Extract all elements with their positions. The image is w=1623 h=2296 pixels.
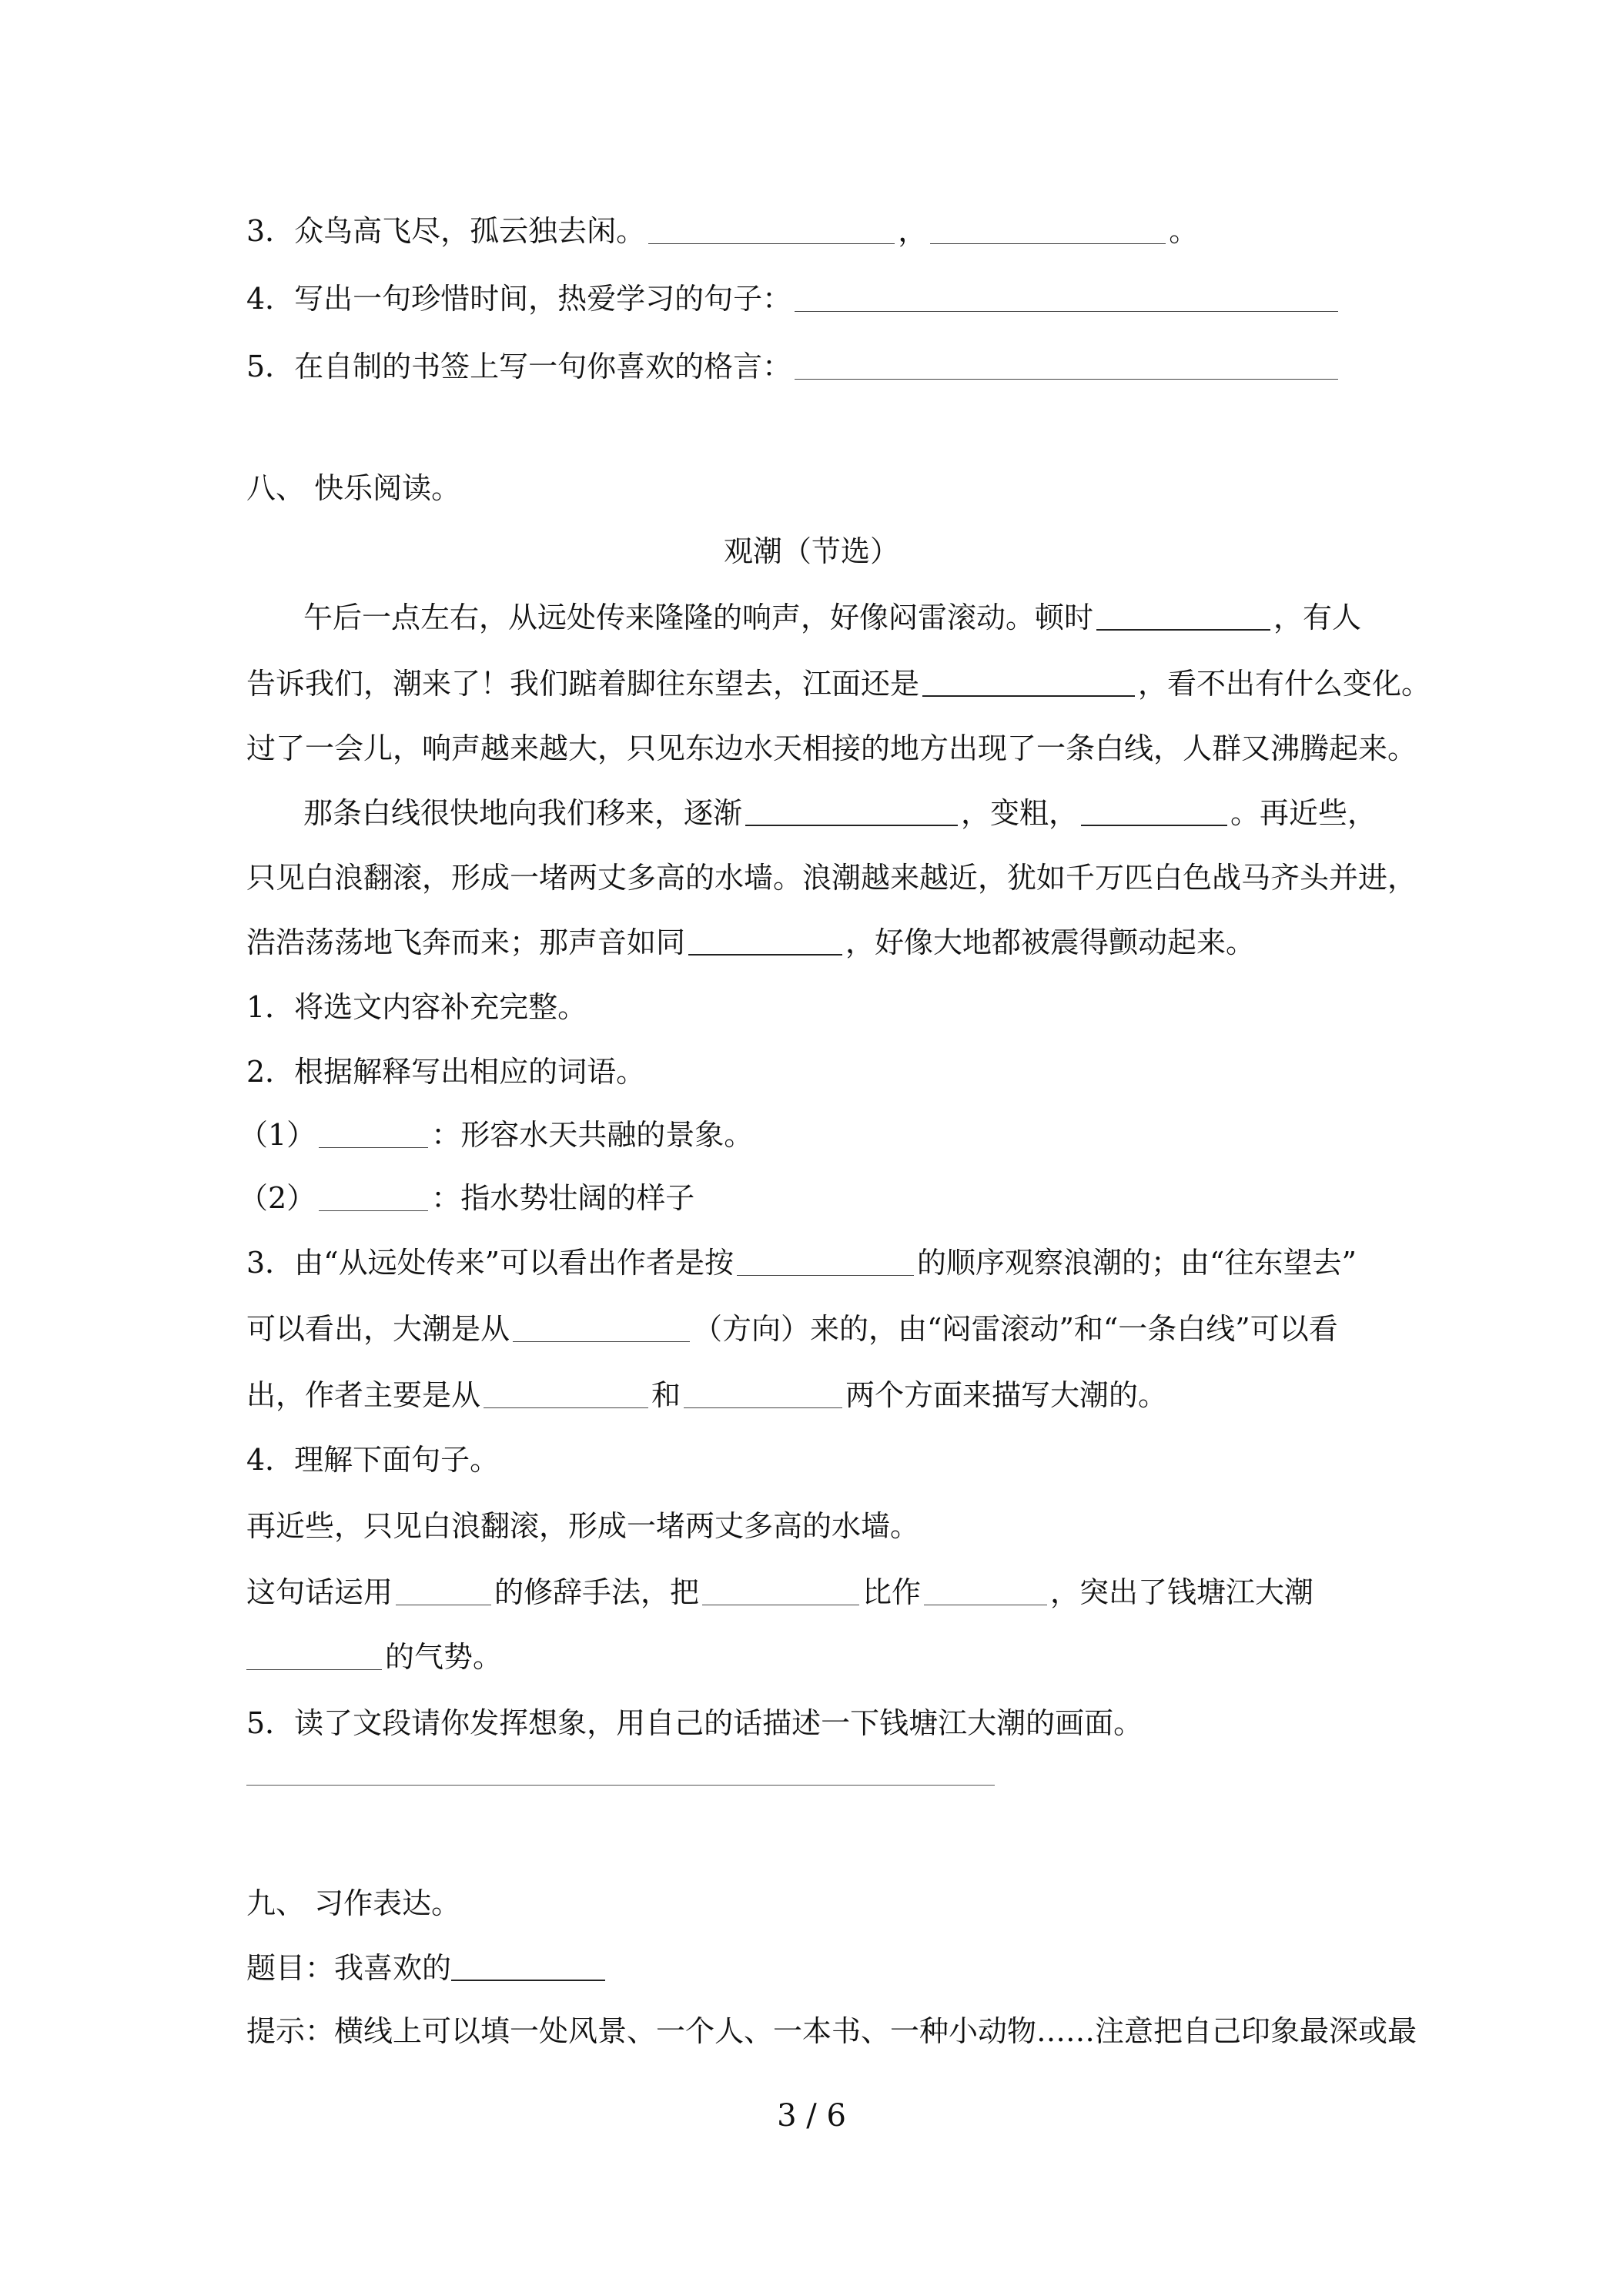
- s8-question-4-fill-line2: [246, 1637, 1401, 1677]
- passage-text: 午后一点左右，从远处传来隆隆的响声，好像闷雷滚动。顿时: [303, 601, 1094, 634]
- topic-blank[interactable]: [451, 1949, 605, 1981]
- s8-question-2-1: [239, 1115, 1394, 1155]
- s8-question-5: 5．读了文段请你发挥想象，用自己的话描述一下钱塘江大潮的画面。: [246, 1706, 1143, 1740]
- question-text: 的顺序观察浪潮的；由“往东望去”: [917, 1246, 1357, 1280]
- question-text: ，突出了钱塘江大潮: [1050, 1575, 1314, 1609]
- answer-blank[interactable]: [1096, 598, 1270, 631]
- question-4-text: 4．写出一句珍惜时间，热爱学习的句子：: [246, 282, 792, 316]
- topic-text: 题目：我喜欢的: [246, 1951, 452, 1985]
- sub-number: （1）: [239, 1118, 316, 1152]
- answer-blank[interactable]: [1081, 794, 1227, 826]
- answer-blank[interactable]: [684, 1377, 842, 1408]
- passage-text: 。再近些，: [1230, 796, 1377, 830]
- question-4-line: [246, 279, 1401, 319]
- answer-blank[interactable]: [688, 923, 842, 956]
- answer-blank[interactable]: [737, 1244, 914, 1276]
- answer-blank[interactable]: [922, 664, 1135, 697]
- essay-hint: 提示：横线上可以填一处风景、一个人、一本书、一种小动物……注意把自己印象最深或最: [246, 2014, 1417, 2048]
- s8-question-4: 4．理解下面句子。: [246, 1443, 500, 1477]
- passage-p2-line3: [246, 922, 1401, 962]
- passage-text: 那条白线很快地向我们移来，逐渐: [303, 796, 743, 830]
- question-text: 这句话运用: [246, 1575, 393, 1609]
- answer-blank[interactable]: [702, 1574, 859, 1605]
- s8-question-1: 1．将选文内容补充完整。: [246, 990, 587, 1024]
- s8-question-3-line3: [246, 1375, 1401, 1415]
- passage-text: ，好像大地都被震得颤动起来。: [845, 925, 1256, 959]
- sub-number: （2）: [239, 1181, 316, 1215]
- page-number: 3 / 6: [777, 2098, 846, 2134]
- punct-comma: ，: [898, 214, 928, 248]
- answer-blank[interactable]: [795, 348, 1338, 380]
- passage-text: ，有人: [1273, 601, 1362, 634]
- section-9-heading: 九、 习作表达。: [246, 1886, 461, 1920]
- sub-text: ：指水势壮阔的样子: [431, 1181, 695, 1215]
- s8-question-4-fill-line1: [246, 1572, 1401, 1612]
- question-text: 比作: [862, 1575, 922, 1609]
- question-text: （方向）来的，由“闷雷滚动”和“一条白线”可以看: [693, 1312, 1338, 1346]
- question-text: 和: [651, 1378, 681, 1412]
- answer-blank[interactable]: [513, 1310, 690, 1342]
- passage-text: 浩浩荡荡地飞奔而来；那声音如同: [246, 925, 686, 959]
- s8-question-2: 2．根据解释写出相应的词语。: [246, 1055, 646, 1089]
- passage-text: ，看不出有什么变化。: [1138, 667, 1431, 701]
- passage-p1-line1: [303, 597, 1458, 638]
- answer-line[interactable]: [246, 1785, 995, 1786]
- question-3-line: [246, 211, 1401, 251]
- question-text: 出，作者主要是从: [246, 1378, 481, 1412]
- question-text: 3．由“从远处传来”可以看出作者是按: [246, 1246, 735, 1280]
- question-text: 可以看出，大潮是从: [246, 1312, 510, 1346]
- answer-blank[interactable]: [930, 213, 1166, 244]
- answer-blank[interactable]: [396, 1574, 491, 1605]
- answer-blank[interactable]: [648, 213, 895, 244]
- passage-p2-line1: [303, 793, 1458, 833]
- passage-p1-line2: [246, 664, 1431, 704]
- answer-blank[interactable]: [484, 1377, 648, 1408]
- answer-blank[interactable]: [745, 794, 958, 826]
- question-3-text: 3．众鸟高飞尽，孤云独去闲。: [246, 214, 646, 248]
- s8-question-4-sentence: 再近些，只见白浪翻滚，形成一堵两丈多高的水墙。: [246, 1509, 920, 1543]
- passage-text: ，变粗，: [961, 796, 1079, 830]
- s8-question-3-line1: [246, 1243, 1401, 1283]
- s8-question-3-line2: [246, 1309, 1401, 1349]
- answer-blank[interactable]: [246, 1638, 382, 1670]
- essay-topic: [246, 1948, 1401, 1988]
- passage-p1-line3: 过了一会儿，响声越来越大，只见东边水天相接的地方出现了一条白线，人群又沸腾起来。: [246, 731, 1417, 765]
- punct-period: 。: [1169, 214, 1199, 248]
- passage-text: 告诉我们，潮来了！我们踮着脚往东望去，江面还是: [246, 667, 920, 701]
- answer-blank[interactable]: [924, 1574, 1047, 1605]
- question-5-line: [246, 346, 1401, 387]
- question-text: 的气势。: [385, 1640, 503, 1674]
- question-text: 的修辞手法，把: [494, 1575, 700, 1609]
- passage-p2-line2: 只见白浪翻滚，形成一堵两丈多高的水墙。浪潮越来越近，犹如千万匹白色战马齐头并进，: [246, 861, 1417, 895]
- question-text: 两个方面来描写大潮的。: [845, 1378, 1168, 1412]
- s8-question-2-2: [239, 1178, 1394, 1218]
- section-8-heading: 八、 快乐阅读。: [246, 471, 461, 505]
- sub-text: ：形容水天共融的景象。: [431, 1118, 754, 1152]
- question-5-text: 5．在自制的书签上写一句你喜欢的格言：: [246, 350, 792, 383]
- answer-blank[interactable]: [319, 1116, 428, 1148]
- answer-blank[interactable]: [319, 1180, 428, 1211]
- passage-title: 观潮（节选）: [723, 534, 899, 568]
- answer-blank[interactable]: [795, 280, 1338, 312]
